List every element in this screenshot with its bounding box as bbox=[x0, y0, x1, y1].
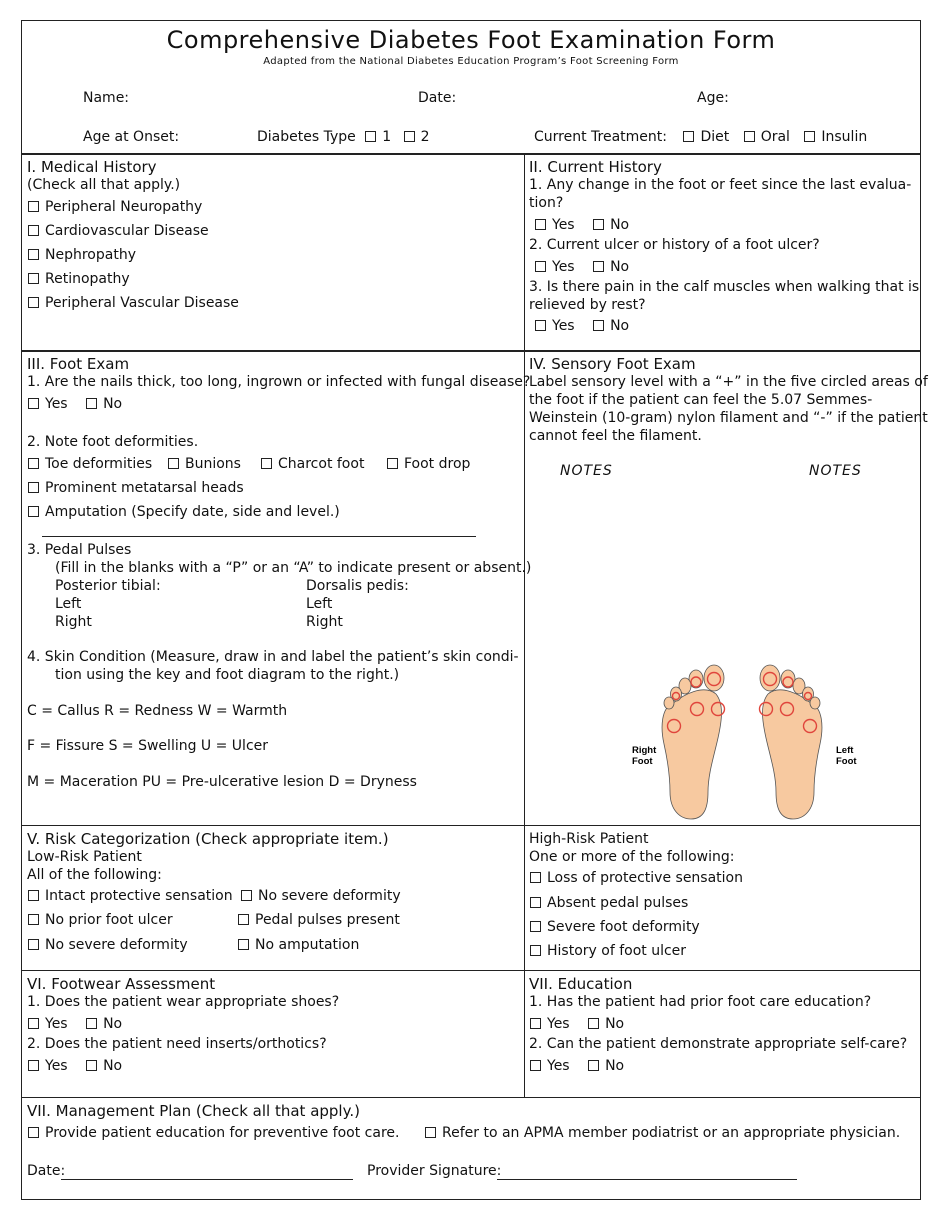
treatment-label: Current Treatment: bbox=[534, 129, 667, 145]
checkbox[interactable] bbox=[28, 201, 39, 212]
low-risk-title: Low-Risk Patient bbox=[27, 849, 142, 865]
medical-history-item bbox=[28, 198, 202, 216]
yes-label: Yes bbox=[552, 259, 575, 275]
diet-label: Diet bbox=[700, 129, 730, 145]
divider-row2 bbox=[22, 350, 920, 352]
form-title: Comprehensive Diabetes Foot Examination Form bbox=[166, 26, 776, 54]
foot-diagram bbox=[624, 664, 857, 824]
no-checkbox[interactable] bbox=[86, 1060, 97, 1071]
low-risk-item bbox=[238, 936, 359, 954]
risk-heading: V. Risk Categorization (Check appropriate item.) bbox=[27, 830, 389, 848]
divider-row3 bbox=[22, 825, 920, 826]
item-label: Peripheral Neuropathy bbox=[45, 199, 203, 215]
item-label: Severe foot deformity bbox=[547, 919, 700, 935]
checkbox[interactable] bbox=[261, 458, 272, 469]
divider-row5 bbox=[22, 1097, 920, 1098]
yes-label: Yes bbox=[547, 1058, 570, 1074]
item-label: Retinopathy bbox=[45, 271, 130, 287]
checkbox[interactable] bbox=[530, 921, 541, 932]
skin-key-line1: C = Callus R = Redness W = Warmth bbox=[27, 703, 288, 719]
no-label: No bbox=[605, 1058, 625, 1074]
checkbox[interactable] bbox=[28, 225, 39, 236]
signature-label: Provider Signature: bbox=[367, 1163, 502, 1179]
item-label: Intact protective sensation bbox=[45, 888, 233, 904]
right-foot-toe bbox=[664, 697, 674, 709]
deformity-option bbox=[261, 455, 364, 473]
option-label: Provide patient education for preventive foot care. bbox=[45, 1125, 400, 1141]
yes-label: Yes bbox=[552, 318, 575, 334]
deformity-option bbox=[28, 479, 244, 497]
footwear-q2: 2. Does the patient need inserts/orthotics? bbox=[27, 1036, 327, 1052]
yes-label: Yes bbox=[45, 396, 68, 412]
no-label: No bbox=[103, 1058, 123, 1074]
form-subtitle: Adapted from the National Diabetes Education Program’s Foot Screening Form bbox=[263, 56, 679, 67]
option-label: Refer to an APMA member podiatrist or an appropriate physician. bbox=[442, 1125, 901, 1141]
item-label: No severe deformity bbox=[45, 937, 188, 953]
diabetes-type-field bbox=[257, 128, 430, 146]
date-label: Date: bbox=[418, 90, 457, 106]
dorsalis-left-label: Left bbox=[306, 596, 333, 612]
item-label: Loss of protective sensation bbox=[547, 870, 743, 886]
insulin-label: Insulin bbox=[821, 129, 868, 145]
notes-left-label: NOTES bbox=[560, 463, 613, 479]
yes-checkbox[interactable] bbox=[535, 261, 546, 272]
medical-history-item bbox=[28, 246, 136, 264]
education-q1-answer bbox=[530, 1015, 624, 1033]
left-foot-toe bbox=[810, 697, 820, 709]
foot-exam-q3-instruction: (Fill in the blanks with a “P” or an “A” to indicate present or absent.) bbox=[55, 560, 532, 576]
yes-label: Yes bbox=[45, 1058, 68, 1074]
foot-exam-q4-line1: 4. Skin Condition (Measure, draw in and label the patient’s skin condi- bbox=[27, 649, 519, 665]
yes-checkbox[interactable] bbox=[28, 398, 39, 409]
checkbox[interactable] bbox=[28, 273, 39, 284]
current-history-heading: II. Current History bbox=[529, 158, 662, 176]
checkbox[interactable] bbox=[28, 939, 39, 950]
sensory-exam-line2: the foot if the patient can feel the 5.07 Semmes- bbox=[529, 392, 873, 408]
no-label: No bbox=[103, 1016, 123, 1032]
no-checkbox[interactable] bbox=[588, 1060, 599, 1071]
option-label: Toe deformities bbox=[45, 456, 153, 472]
sensory-exam-heading: IV. Sensory Foot Exam bbox=[529, 355, 696, 373]
left-foot bbox=[760, 665, 822, 819]
foot-exam-q2: 2. Note foot deformities. bbox=[27, 434, 199, 450]
type-2-checkbox[interactable] bbox=[404, 131, 415, 142]
medical-history-heading: I. Medical History bbox=[27, 158, 157, 176]
notes-right-label: NOTES bbox=[809, 463, 862, 479]
foot-exam-q4-line2: tion using the key and foot diagram to the right.) bbox=[55, 667, 400, 683]
yes-label: Yes bbox=[547, 1016, 570, 1032]
yes-label: Yes bbox=[45, 1016, 68, 1032]
high-risk-item bbox=[530, 869, 743, 887]
type-1-checkbox[interactable] bbox=[365, 131, 376, 142]
checkbox[interactable] bbox=[387, 458, 398, 469]
skin-key-line2: F = Fissure S = Swelling U = Ulcer bbox=[27, 738, 269, 754]
divider-header bbox=[22, 153, 920, 155]
left-foot-sole bbox=[763, 690, 822, 819]
medical-history-item bbox=[28, 294, 239, 312]
checkbox[interactable] bbox=[530, 897, 541, 908]
low-risk-item bbox=[28, 887, 233, 905]
checkbox[interactable] bbox=[28, 297, 39, 308]
current-history-q1-line2: tion? bbox=[529, 195, 564, 211]
current-history-q3-line2: relieved by rest? bbox=[529, 297, 646, 313]
insulin-checkbox[interactable] bbox=[804, 131, 815, 142]
checkbox[interactable] bbox=[238, 939, 249, 950]
current-history-q1-answer bbox=[535, 216, 629, 234]
signature-blank[interactable] bbox=[497, 1179, 797, 1180]
footwear-q1: 1. Does the patient wear appropriate shoes? bbox=[27, 994, 340, 1010]
low-risk-item bbox=[238, 911, 400, 929]
no-label: No bbox=[103, 396, 123, 412]
medical-history-item bbox=[28, 270, 130, 288]
posterior-right-label: Right bbox=[55, 614, 92, 630]
deformity-option bbox=[28, 503, 340, 521]
right-foot-label-line1: Right bbox=[632, 745, 657, 756]
foot-exam-q3: 3. Pedal Pulses bbox=[27, 542, 132, 558]
yes-checkbox[interactable] bbox=[535, 219, 546, 230]
checkbox[interactable] bbox=[530, 945, 541, 956]
diabetes-type-label: Diabetes Type bbox=[257, 129, 356, 145]
option-label: Charcot foot bbox=[278, 456, 365, 472]
no-checkbox[interactable] bbox=[86, 1018, 97, 1029]
education-heading: VII. Education bbox=[529, 975, 633, 993]
item-label: History of foot ulcer bbox=[547, 943, 687, 959]
checkbox[interactable] bbox=[530, 872, 541, 883]
foot-exam-heading: III. Foot Exam bbox=[27, 355, 130, 373]
medical-history-item bbox=[28, 222, 209, 240]
option-label: Amputation (Specify date, side and level.) bbox=[45, 504, 340, 520]
checkbox[interactable] bbox=[238, 914, 249, 925]
high-risk-item bbox=[530, 918, 700, 936]
current-history-q2-answer bbox=[535, 258, 629, 276]
deformity-option bbox=[28, 455, 152, 473]
yes-checkbox[interactable] bbox=[28, 1060, 39, 1071]
low-risk-subtitle: All of the following: bbox=[27, 867, 162, 883]
management-option bbox=[28, 1124, 399, 1142]
footwear-q2-answer bbox=[28, 1057, 122, 1075]
education-q2-answer bbox=[530, 1057, 624, 1075]
deformity-option bbox=[387, 455, 470, 473]
low-risk-item bbox=[28, 936, 188, 954]
amputation-blank[interactable] bbox=[42, 536, 476, 537]
divider-row4 bbox=[22, 970, 920, 971]
oral-label: Oral bbox=[760, 129, 790, 145]
checkbox[interactable] bbox=[168, 458, 179, 469]
high-risk-item bbox=[530, 942, 686, 960]
no-checkbox[interactable] bbox=[588, 1018, 599, 1029]
left-foot-label-line2: Foot bbox=[836, 756, 857, 767]
dorsalis-pedis-label: Dorsalis pedis: bbox=[306, 578, 409, 594]
checkbox[interactable] bbox=[28, 506, 39, 517]
management-date-blank[interactable] bbox=[61, 1179, 353, 1180]
option-label: Prominent metatarsal heads bbox=[45, 480, 244, 496]
checkbox[interactable] bbox=[425, 1127, 436, 1138]
no-checkbox[interactable] bbox=[593, 320, 604, 331]
dorsalis-right-label: Right bbox=[306, 614, 343, 630]
yes-checkbox[interactable] bbox=[28, 1018, 39, 1029]
low-risk-item bbox=[28, 911, 173, 929]
type-1-label: 1 bbox=[382, 129, 392, 145]
no-checkbox[interactable] bbox=[86, 398, 97, 409]
skin-key-line3: M = Maceration PU = Pre-ulcerative lesion D = Dryness bbox=[27, 774, 417, 790]
current-history-q3-answer bbox=[535, 317, 629, 335]
no-label: No bbox=[610, 217, 630, 233]
management-heading: VII. Management Plan (Check all that apply.) bbox=[27, 1102, 360, 1120]
yes-checkbox[interactable] bbox=[530, 1018, 541, 1029]
no-label: No bbox=[610, 259, 630, 275]
option-label: Bunions bbox=[185, 456, 241, 472]
current-history-q2: 2. Current ulcer or history of a foot ulcer? bbox=[529, 237, 820, 253]
option-label: Foot drop bbox=[404, 456, 471, 472]
current-history-q1-line1: 1. Any change in the foot or feet since the last evalua- bbox=[529, 177, 912, 193]
footwear-q1-answer bbox=[28, 1015, 122, 1033]
deformity-option bbox=[168, 455, 241, 473]
checkbox[interactable] bbox=[28, 249, 39, 260]
education-q1: 1. Has the patient had prior foot care education? bbox=[529, 994, 872, 1010]
sensory-exam-line1: Label sensory level with a “+” in the five circled areas of bbox=[529, 374, 928, 390]
medical-history-instruction: (Check all that apply.) bbox=[27, 177, 181, 193]
no-checkbox[interactable] bbox=[593, 219, 604, 230]
age-label: Age: bbox=[697, 90, 729, 106]
foot-exam-form bbox=[21, 20, 928, 1200]
current-history-q3-line1: 3. Is there pain in the calf muscles when walking that is bbox=[529, 279, 920, 295]
diet-checkbox[interactable] bbox=[683, 131, 694, 142]
checkbox[interactable] bbox=[28, 890, 39, 901]
item-label: Absent pedal pulses bbox=[547, 895, 689, 911]
education-q2: 2. Can the patient demonstrate appropriate self-care? bbox=[529, 1036, 908, 1052]
item-label: No amputation bbox=[255, 937, 360, 953]
right-foot-sole bbox=[662, 690, 721, 819]
posterior-left-label: Left bbox=[55, 596, 82, 612]
checkbox[interactable] bbox=[28, 914, 39, 925]
item-label: Cardiovascular Disease bbox=[45, 223, 209, 239]
item-label: Peripheral Vascular Disease bbox=[45, 295, 239, 311]
item-label: Pedal pulses present bbox=[255, 912, 400, 928]
foot-exam-q1: 1. Are the nails thick, too long, ingrown or infected with fungal disease? bbox=[27, 374, 531, 390]
item-label: Nephropathy bbox=[45, 247, 136, 263]
no-checkbox[interactable] bbox=[593, 261, 604, 272]
high-risk-item bbox=[530, 894, 688, 912]
checkbox[interactable] bbox=[28, 482, 39, 493]
checkbox[interactable] bbox=[241, 890, 252, 901]
item-label: No severe deformity bbox=[258, 888, 401, 904]
checkbox[interactable] bbox=[28, 1127, 39, 1138]
right-foot bbox=[662, 665, 724, 819]
right-foot-label-line2: Foot bbox=[632, 756, 653, 767]
no-label: No bbox=[610, 318, 630, 334]
sensory-exam-line3: Weinstein (10-gram) nylon filament and “-” if the patient bbox=[529, 410, 928, 426]
high-risk-subtitle: One or more of the following: bbox=[529, 849, 735, 865]
yes-checkbox[interactable] bbox=[535, 320, 546, 331]
yes-label: Yes bbox=[552, 217, 575, 233]
item-label: No prior foot ulcer bbox=[45, 912, 173, 928]
checkbox[interactable] bbox=[28, 458, 39, 469]
footwear-heading: VI. Footwear Assessment bbox=[27, 975, 216, 993]
sensory-exam-line4: cannot feel the filament. bbox=[529, 428, 702, 444]
left-foot-label-line1: Left bbox=[836, 745, 854, 756]
no-label: No bbox=[605, 1016, 625, 1032]
treatment-field bbox=[534, 128, 867, 146]
management-option bbox=[425, 1124, 900, 1142]
management-date-label: Date: bbox=[27, 1163, 66, 1179]
foot-exam-q1-answer bbox=[28, 395, 122, 413]
yes-checkbox[interactable] bbox=[530, 1060, 541, 1071]
high-risk-title: High-Risk Patient bbox=[529, 831, 649, 847]
oral-checkbox[interactable] bbox=[744, 131, 755, 142]
low-risk-item bbox=[241, 887, 401, 905]
posterior-tibial-label: Posterior tibial: bbox=[55, 578, 161, 594]
name-label: Name: bbox=[83, 90, 130, 106]
type-2-label: 2 bbox=[420, 129, 430, 145]
divider-column bbox=[524, 153, 525, 1097]
age-onset-label: Age at Onset: bbox=[83, 129, 180, 145]
